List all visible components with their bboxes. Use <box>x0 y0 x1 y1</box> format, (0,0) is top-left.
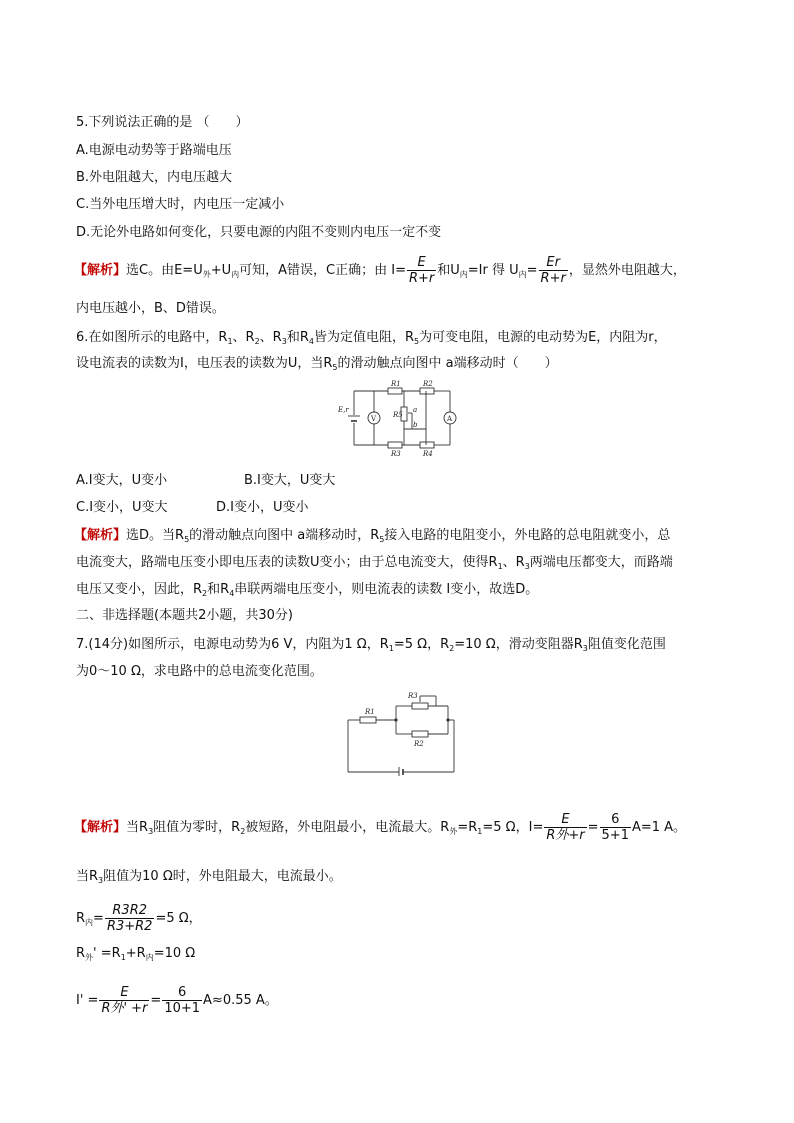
r1-label: R1 <box>391 380 401 388</box>
voltmeter-label: V <box>371 415 377 423</box>
r5-label: R5 <box>393 411 403 419</box>
q5-solution-line2: 内电压越小，B、D错误。 <box>76 301 225 316</box>
q7-stem-line1: 7.(14分)如图所示，电源电动势为6 V，内阻为1 Ω，$R_1=5$ Ω，$R_2=10$ Ω，滑动变阻器$R_3$阻值变化范围 <box>76 637 666 653</box>
ammeter-label: A <box>447 415 453 423</box>
q7-parallel-resistance: $R_内=$ $\frac{R3R2}{R3+R2}$ =5 Ω， <box>76 903 202 934</box>
fraction: $\frac{E}{\text{R外+r}}$ <box>546 812 585 843</box>
r3-label: R3 <box>408 692 418 700</box>
q7-min-current: I' = $\frac{E}{\text{R外' +r}}$ = $\frac{6}{10+1}$ A≈0.55 A。 <box>76 985 278 1016</box>
q6-circuit-diagram <box>336 379 466 459</box>
q6-option-b: B.I变大，U变大 <box>244 473 336 488</box>
solution-tag: 【解析】 <box>74 528 127 543</box>
r4-label: R4 <box>423 450 433 458</box>
q6-stem-line1: 6.在如图所示的电路中，$R_1$、$R_2$、$R_3$和$R_4$皆为定值电阻，$R_5$为可变电阻，电源的电动势为E，内阻为r， <box>76 330 667 346</box>
q7-solution-line2: 当$R_3$阻值为10 Ω时，外电阻最大，电流最小。 <box>76 869 342 885</box>
q7-total-resistance: $R_外' =R_1+R_内=10$ Ω <box>76 946 196 962</box>
q6-option-d: D.I变小，U变小 <box>216 500 309 515</box>
fraction: $\frac{6}{5+1}$ <box>601 812 629 843</box>
r1-label: R1 <box>365 708 375 716</box>
q7-solution-line1: 【解析】当$R_3$阻值为零时，$R_2$被短路，外电阻最小，电流最大。$R_外=R_1=5$ Ω，I= $\frac{E}{\text{R外+r}}$ = $\frac{6}{5+1}$ A=1 A。 <box>74 812 687 843</box>
emf-label: E,r <box>338 406 349 414</box>
q5-option-a: A.电源电动势等于路端电压 <box>76 143 232 158</box>
r2-label: R2 <box>414 740 424 748</box>
q5-stem: 5.下列说法正确的是 （ ） <box>76 115 249 130</box>
fraction: $\frac{R3R2}{R3+R2}$ <box>106 903 153 934</box>
q6-solution-line1: 【解析】选D。当$R_5$的滑动触点向图中 a端移动时，$R_5$接入电路的电阻变小，外电路的总电阻就变小，总 <box>74 528 671 544</box>
q5-option-b: B.外电阻越大，内电压越大 <box>76 170 233 185</box>
fraction: $\frac{6}{10+1}$ <box>164 985 201 1016</box>
fraction: $\frac{E}{R+r}$ <box>408 255 435 286</box>
point-a-label: a <box>413 406 418 414</box>
fraction: $\frac{Er}{R+r}$ <box>540 255 566 286</box>
section-heading: 二、非选择题(本题共2小题，共30分) <box>76 608 293 623</box>
q6-option-c: C.I变小，U变大 <box>76 500 168 515</box>
q5-solution-line1: 【解析】选C。由$E=U_外+U_内$可知，A错误，C正确；由 I= $\frac{E}{R+r}$ 和$U_内=Ir$ 得 $U_内=$ $\frac{Er}{R+r}$ ，显然外电阻越大， <box>74 255 686 286</box>
solution-tag: 【解析】 <box>74 820 127 835</box>
q7-stem-line2: 为0～10 Ω，求电路中的总电流变化范围。 <box>76 664 323 679</box>
q6-solution-line2: 电流变大，路端电压变小即电压表的读数U变小；由于总电流变大，使得$R_1$、$R_3$两端电压都变大，而路端 <box>76 555 673 571</box>
r2-label: R2 <box>423 380 433 388</box>
q6-option-a: A.I变大，U变小 <box>76 473 168 488</box>
r3-label: R3 <box>391 450 401 458</box>
q6-stem-line2: 设电流表的读数为I，电压表的读数为U，当$R_5$的滑动触点向图中 a端移动时（ ） <box>76 356 558 372</box>
q6-solution-line3: 电压又变小，因此，$R_2$和$R_4$串联两端电压变小，则电流表的读数 I变小，故选D。 <box>76 582 539 598</box>
solution-tag: 【解析】 <box>74 263 127 278</box>
fraction: $\frac{E}{\text{R外' +r}}$ <box>101 985 148 1016</box>
q7-circuit-diagram <box>344 688 458 776</box>
q5-option-c: C.当外电压增大时，内电压一定减小 <box>76 197 285 212</box>
q5-option-d: D.无论外电路如何变化，只要电源的内阻不变则内电压一定不变 <box>76 225 442 240</box>
point-b-label: b <box>413 421 418 429</box>
